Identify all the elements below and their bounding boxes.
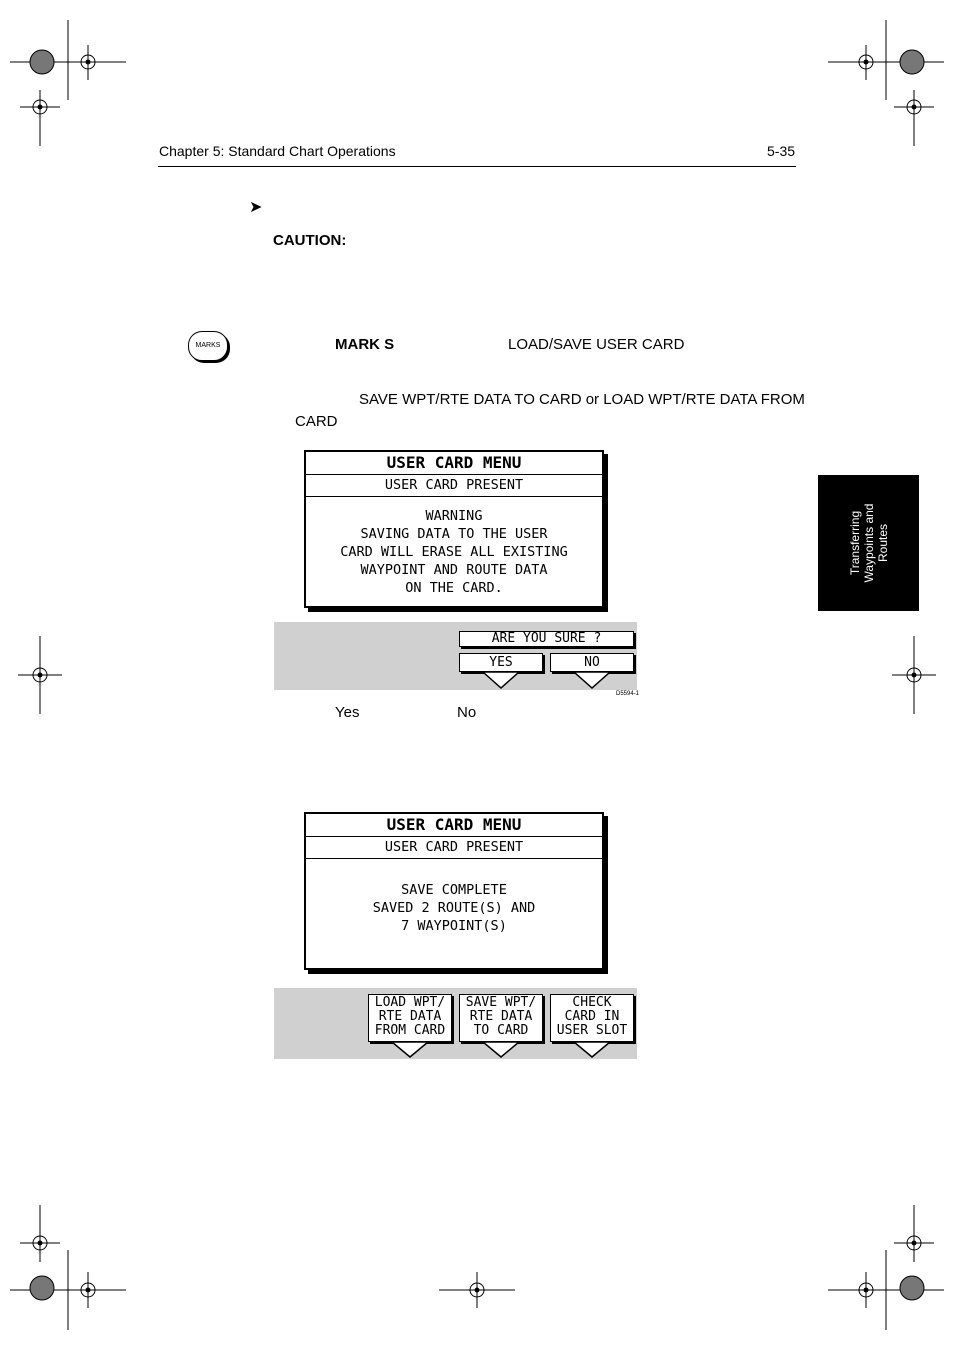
chapter-side-tab: Transferring Waypoints and Routes — [818, 475, 919, 611]
softkey-reference: LOAD/SAVE USER CARD — [508, 336, 685, 353]
warning-line: CARD WILL ERASE ALL EXISTING — [340, 544, 568, 560]
screen-title: USER CARD MENU — [306, 452, 602, 475]
softkey-pointer-icon — [459, 671, 637, 691]
chapter-title: Chapter 5: Standard Chart Operations — [159, 143, 396, 159]
answer-yes: Yes — [335, 704, 360, 721]
instruction-line-cont: CARD — [295, 413, 338, 430]
answer-no: No — [457, 704, 477, 721]
save-complete-screen — [304, 812, 604, 970]
save-data-softkey[interactable]: SAVE WPT/ RTE DATA TO CARD — [459, 994, 543, 1042]
confirm-prompt: ARE YOU SURE ? — [459, 631, 634, 647]
figure-id: D5594-1 — [616, 691, 640, 697]
marks-key-icon: MARKS — [188, 331, 228, 361]
warning-screen — [304, 450, 604, 608]
status-line: 7 WAYPOINT(S) — [401, 918, 507, 934]
warning-line: SAVING DATA TO THE USER — [360, 526, 548, 542]
status-line: SAVE COMPLETE — [401, 882, 507, 898]
key-name: MARK S — [335, 336, 395, 353]
page-number: 5-35 — [767, 143, 796, 159]
yes-softkey[interactable]: YES — [459, 653, 543, 672]
check-card-softkey[interactable]: CHECK CARD IN USER SLOT — [550, 994, 634, 1042]
softkey-pointer-icon — [368, 1041, 638, 1059]
load-data-softkey[interactable]: LOAD WPT/ RTE DATA FROM CARD — [368, 994, 452, 1042]
header-rule — [158, 166, 796, 167]
caution-label: CAUTION: — [273, 232, 347, 249]
instruction-line: SAVE WPT/RTE DATA TO CARD or LOAD WPT/RTE DATA FROM — [359, 391, 805, 408]
bullet-arrow-icon: ➤ — [249, 199, 263, 216]
screen-subtitle: USER CARD PRESENT — [306, 837, 602, 859]
warning-line: WARNING — [425, 508, 483, 524]
no-softkey[interactable]: NO — [550, 653, 634, 672]
screen-title: USER CARD MENU — [306, 814, 602, 837]
warning-line: ON THE CARD. — [405, 580, 503, 596]
warning-line: WAYPOINT AND ROUTE DATA — [360, 562, 548, 578]
screen-subtitle: USER CARD PRESENT — [306, 475, 602, 497]
status-line: SAVED 2 ROUTE(S) AND — [372, 900, 536, 916]
